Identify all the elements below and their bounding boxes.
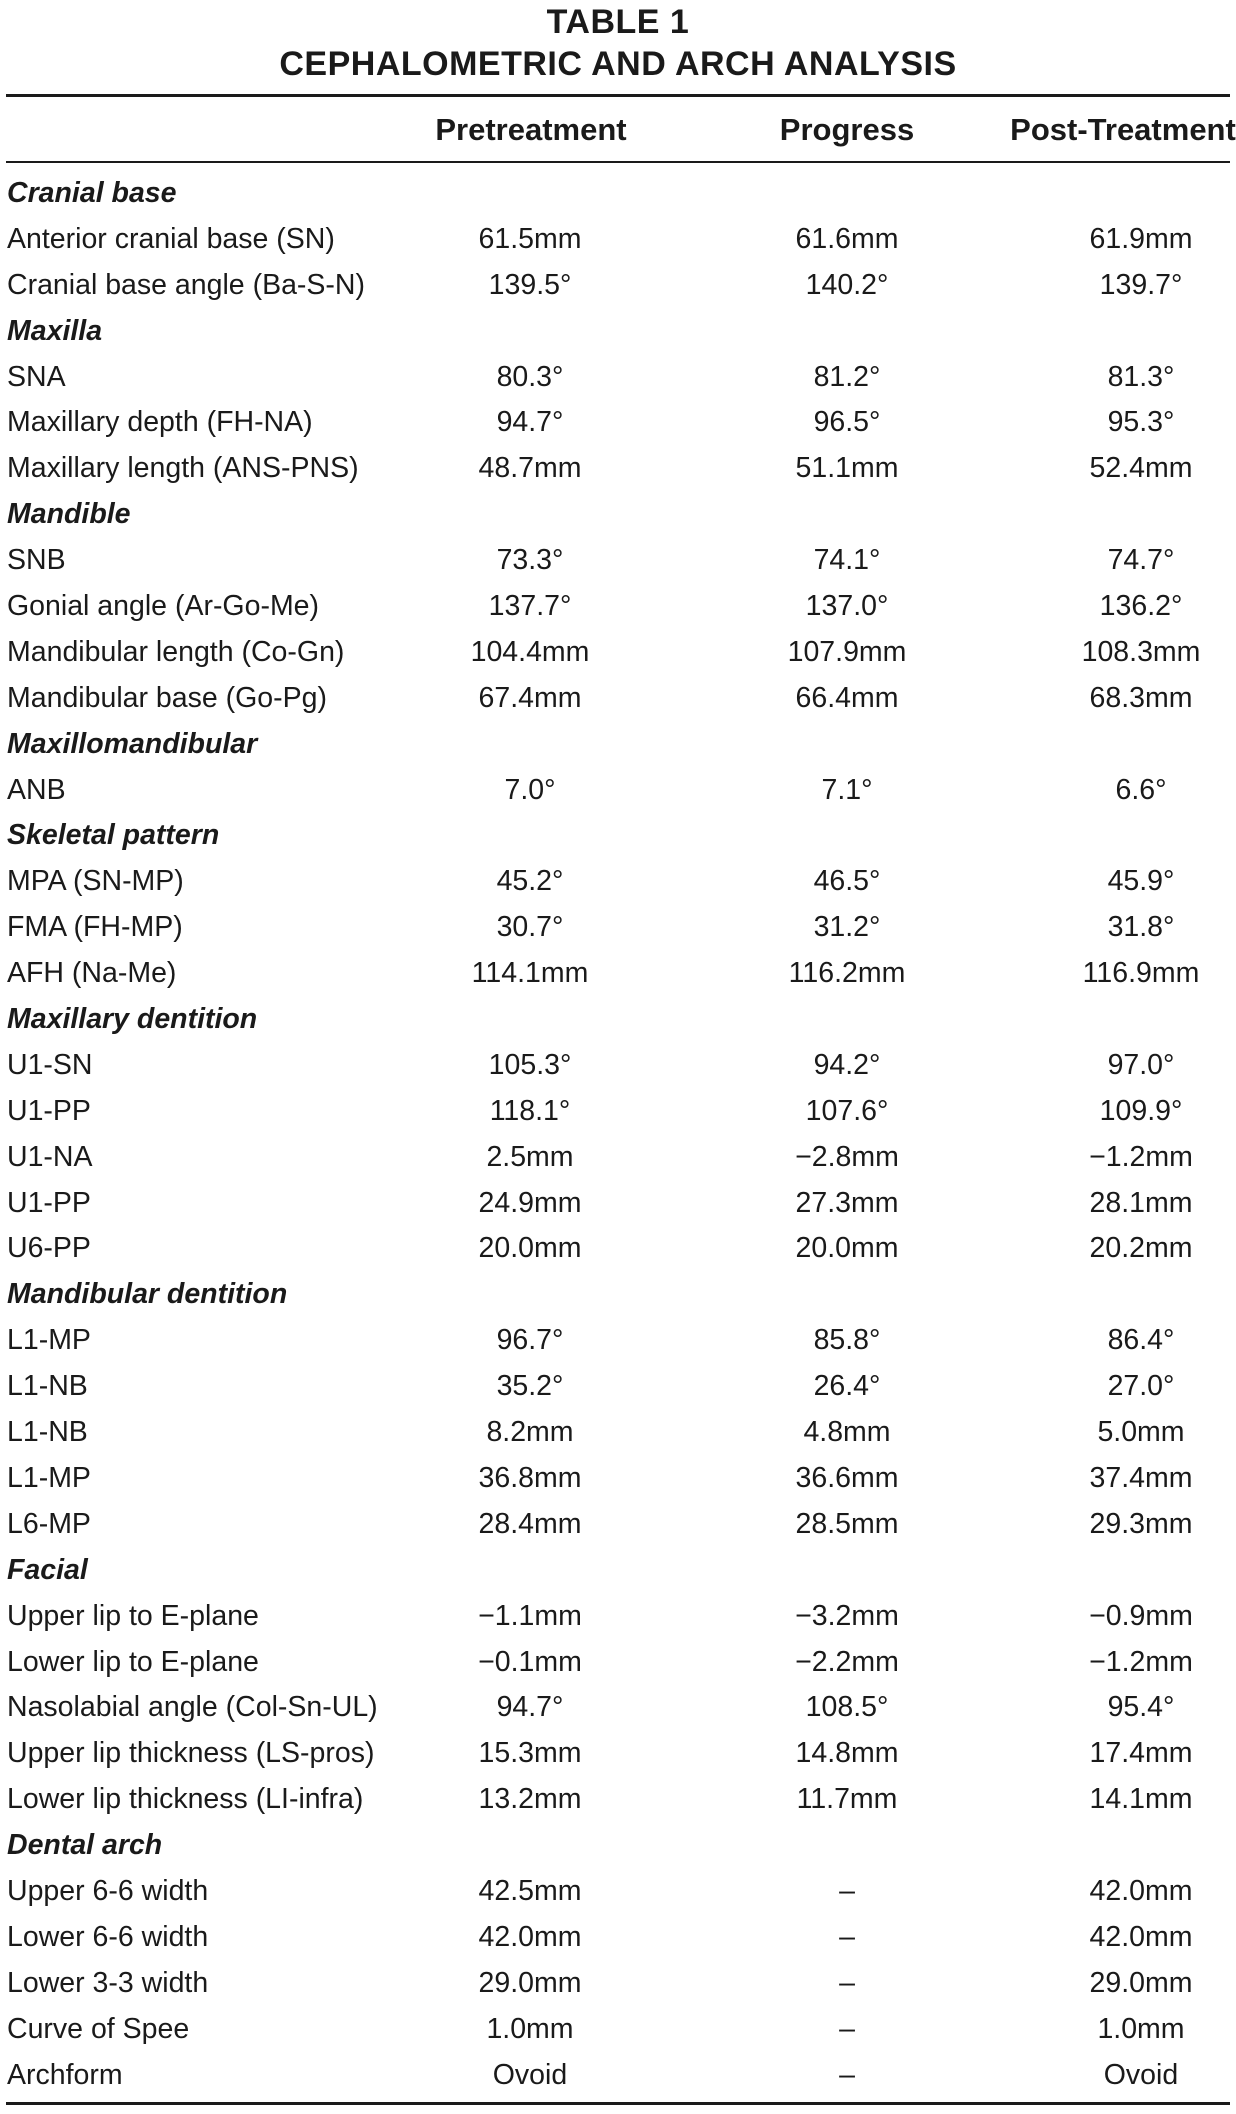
pretreatment-value: 2.5mm [486,1140,574,1173]
progress-value: 140.2° [805,268,889,301]
section-label: Skeletal pattern [7,819,220,852]
progress-value: 107.6° [805,1094,889,1127]
pretreatment-value: 15.3mm [478,1737,582,1770]
pretreatment-value: 73.3° [496,544,564,577]
progress-value: 85.8° [813,1324,881,1357]
table-row [0,1502,1236,1548]
post-treatment-value: −1.2mm [1089,1140,1193,1173]
row-label: SNB [7,544,66,577]
post-treatment-value: 136.2° [1099,590,1183,623]
table-row [0,1731,1236,1777]
table-row [0,1226,1236,1272]
progress-value: 36.6mm [795,1461,899,1494]
pretreatment-value: 13.2mm [478,1783,582,1816]
post-treatment-value: 74.7° [1107,544,1175,577]
progress-value: 14.8mm [795,1737,899,1770]
table-number: TABLE 1 [546,3,690,41]
table-row [0,859,1236,905]
table-row [0,355,1236,401]
post-treatment-value: 28.1mm [1089,1186,1193,1219]
table-row [0,584,1236,630]
post-treatment-value: 52.4mm [1089,452,1193,485]
post-treatment-value: 45.9° [1107,865,1175,898]
post-treatment-value: 27.0° [1107,1370,1175,1403]
section-label: Facial [7,1553,88,1586]
post-treatment-value: 116.9mm [1082,957,1200,990]
row-label: U1-NA [7,1140,93,1173]
table-row [0,1410,1236,1456]
row-label: L1-NB [7,1416,88,1449]
post-treatment-value: 97.0° [1107,1048,1175,1081]
table-row [0,676,1236,722]
table-row [0,1777,1236,1823]
row-label: Lower 6-6 width [7,1920,209,1953]
pretreatment-value: 24.9mm [478,1186,582,1219]
row-label: Maxillary depth (FH-NA) [7,406,313,439]
post-treatment-value: 29.0mm [1089,1966,1193,1999]
pretreatment-value: 29.0mm [478,1966,582,1999]
section-label: Mandibular dentition [7,1278,288,1311]
row-label: ANB [7,773,66,806]
post-treatment-value: 29.3mm [1089,1507,1193,1540]
table-row [0,2007,1236,2053]
progress-value: 26.4° [813,1370,881,1403]
row-label: U1-PP [7,1186,91,1219]
row-label: Lower lip thickness (LI-infra) [7,1783,364,1816]
column-header-post-treatment: Post-Treatment [1010,112,1236,147]
section-label: Dental arch [7,1829,163,1862]
row-label: Archform [7,2058,123,2091]
pretreatment-value: 35.2° [496,1370,564,1403]
section-label: Maxilla [7,314,103,347]
post-treatment-value: 61.9mm [1089,222,1193,255]
table-caption: CEPHALOMETRIC AND ARCH ANALYSIS [279,45,957,83]
table-row [0,1043,1236,1089]
pretreatment-value: 114.1mm [471,957,589,990]
pretreatment-value: 1.0mm [486,2012,574,2045]
progress-value: – [839,1920,855,1953]
table-row [0,446,1236,492]
row-label: Gonial angle (Ar-Go-Me) [7,590,320,623]
row-label: AFH (Na-Me) [7,957,177,990]
post-treatment-value: 37.4mm [1089,1461,1193,1494]
pretreatment-value: 42.5mm [478,1874,582,1907]
row-label: Cranial base angle (Ba-S-N) [7,268,365,301]
pretreatment-value: 94.7° [496,406,564,439]
table-row [0,1318,1236,1364]
section-label: Cranial base [7,177,177,209]
table-row [0,768,1236,814]
section-header-row [0,722,1236,768]
pretreatment-value: 104.4mm [470,635,590,668]
post-treatment-value: −1.2mm [1089,1645,1193,1678]
progress-value: 11.7mm [796,1783,898,1816]
post-treatment-value: 109.9° [1099,1094,1183,1127]
row-label: L1-MP [7,1461,91,1494]
table-row [0,1181,1236,1227]
pretreatment-value: 137.7° [488,590,572,623]
post-treatment-value: 86.4° [1107,1324,1175,1357]
table-row [0,1089,1236,1135]
progress-value: −2.8mm [795,1140,899,1173]
post-treatment-value: 17.4mm [1089,1737,1193,1770]
post-treatment-value: 5.0mm [1097,1416,1185,1449]
pretreatment-value: 105.3° [488,1048,572,1081]
pretreatment-value: 7.0° [504,773,556,806]
post-treatment-value: 14.1mm [1089,1783,1193,1816]
post-treatment-value: 20.2mm [1089,1232,1193,1265]
pretreatment-value: 8.2mm [486,1416,574,1449]
progress-value: 81.2° [813,360,881,393]
table-row [0,263,1236,309]
section-header-row [0,1548,1236,1594]
section-label: Mandible [7,498,131,531]
post-treatment-value: 1.0mm [1097,2012,1185,2045]
table-row [0,951,1236,997]
row-label: Upper lip to E-plane [7,1599,259,1632]
pretreatment-value: 30.7° [496,911,564,944]
row-label: Upper 6-6 width [7,1874,209,1907]
progress-value: 46.5° [813,865,881,898]
table-row [0,630,1236,676]
pretreatment-value: 45.2° [496,865,564,898]
row-label: SNA [7,360,66,393]
section-header-row [0,492,1236,538]
table-row [0,400,1236,446]
bottom-rule [6,2102,1230,2105]
row-label: U1-PP [7,1094,91,1127]
post-treatment-value: 139.7° [1099,268,1183,301]
table-row [0,1135,1236,1181]
pretreatment-value: 36.8mm [478,1461,582,1494]
table-row [0,1456,1236,1502]
table-row [0,538,1236,584]
pretreatment-value: 20.0mm [478,1232,582,1265]
post-treatment-value: 6.6° [1115,773,1167,806]
section-header-row [0,1272,1236,1318]
progress-value: 31.2° [813,911,881,944]
row-label: FMA (FH-MP) [7,911,183,944]
table-body [0,171,1236,2098]
row-label: Lower lip to E-plane [7,1645,259,1678]
table-row [0,1685,1236,1731]
post-treatment-value: 68.3mm [1089,681,1193,714]
post-treatment-value: 95.4° [1107,1691,1175,1724]
section-header-row [0,813,1236,859]
top-rule [6,94,1230,97]
table-row [0,2053,1236,2099]
pretreatment-value: 28.4mm [478,1507,582,1540]
progress-value: 96.5° [813,406,881,439]
post-treatment-value: 42.0mm [1089,1920,1193,1953]
pretreatment-value: 48.7mm [478,452,582,485]
pretreatment-value: 61.5mm [478,222,582,255]
table-row [0,217,1236,263]
row-label: Anterior cranial base (SN) [7,222,335,255]
row-label: L1-MP [7,1324,91,1357]
progress-value: – [839,2058,855,2091]
post-treatment-value: 31.8° [1107,911,1175,944]
section-label: Maxillary dentition [7,1003,258,1036]
progress-value: 137.0° [805,590,889,623]
post-treatment-value: 81.3° [1107,360,1175,393]
table-row [0,1640,1236,1686]
progress-value: 108.5° [805,1691,889,1724]
row-label: Nasolabial angle (Col-Sn-UL) [7,1691,378,1724]
pretreatment-value: −0.1mm [478,1645,582,1678]
progress-value: −3.2mm [795,1599,899,1632]
progress-value: – [839,2012,855,2045]
progress-value: 66.4mm [795,681,899,714]
post-treatment-value: 108.3mm [1081,635,1201,668]
header-rule [6,161,1230,163]
row-label: U1-SN [7,1048,93,1081]
progress-value: 61.6mm [795,222,899,255]
progress-value: 28.5mm [795,1507,899,1540]
progress-value: – [839,1966,855,1999]
pretreatment-value: 139.5° [488,268,572,301]
row-label: Curve of Spee [7,2012,190,2045]
row-label: Mandibular length (Co-Gn) [7,635,345,668]
table-row [0,905,1236,951]
row-label: L1-NB [7,1370,88,1403]
section-header-row [0,1823,1236,1869]
row-label: Lower 3-3 width [7,1966,209,1999]
pretreatment-value: 94.7° [496,1691,564,1724]
column-header-progress: Progress [779,112,915,147]
table-row [0,1915,1236,1961]
row-label: L6-MP [7,1507,91,1540]
progress-value: 116.2mm [788,957,906,990]
row-label: Mandibular base (Go-Pg) [7,681,327,714]
progress-value: 20.0mm [795,1232,899,1265]
table-row [0,1594,1236,1640]
progress-value: 4.8mm [803,1416,891,1449]
section-header-row [0,997,1236,1043]
pretreatment-value: 67.4mm [478,681,582,714]
pretreatment-value: Ovoid [492,2058,568,2091]
table-row [0,1364,1236,1410]
row-label: Upper lip thickness (LS-pros) [7,1737,375,1770]
row-label: MPA (SN-MP) [7,865,184,898]
progress-value: −2.2mm [795,1645,899,1678]
section-label: Maxillomandibular [7,727,258,760]
post-treatment-value: 95.3° [1107,406,1175,439]
column-header-pretreatment: Pretreatment [435,112,627,147]
row-label: Maxillary length (ANS-PNS) [7,452,359,485]
row-label: U6-PP [7,1232,91,1265]
pretreatment-value: 42.0mm [478,1920,582,1953]
pretreatment-value: 80.3° [496,360,564,393]
table-row [0,1961,1236,2007]
table-row [0,1869,1236,1915]
section-header-row [0,309,1236,355]
progress-value: 27.3mm [795,1186,899,1219]
progress-value: – [839,1874,855,1907]
progress-value: 74.1° [813,544,881,577]
progress-value: 51.1mm [795,452,899,485]
section-header-row [0,171,1236,217]
pretreatment-value: 96.7° [496,1324,564,1357]
pretreatment-value: −1.1mm [478,1599,582,1632]
pretreatment-value: 118.1° [489,1094,571,1127]
progress-value: 94.2° [813,1048,881,1081]
post-treatment-value: Ovoid [1103,2058,1179,2091]
post-treatment-value: −0.9mm [1089,1599,1193,1632]
progress-value: 107.9mm [787,635,907,668]
progress-value: 7.1° [821,773,873,806]
post-treatment-value: 42.0mm [1089,1874,1193,1907]
